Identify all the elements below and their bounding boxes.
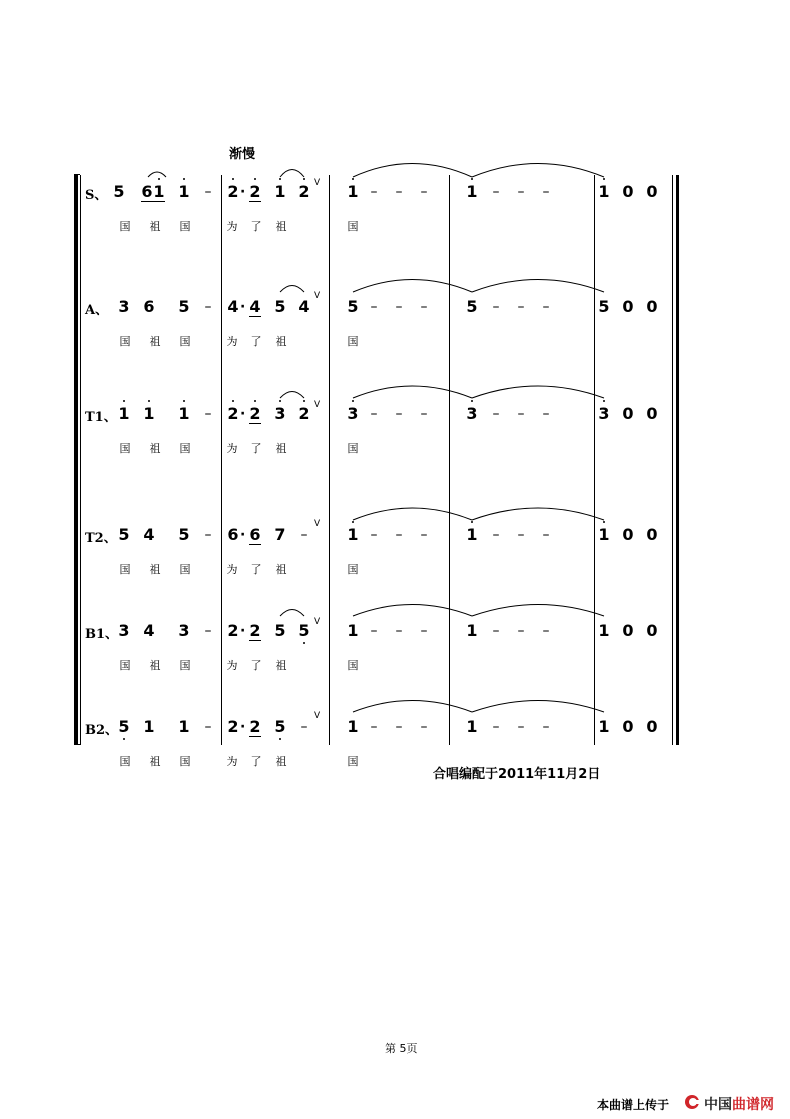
lyric: 祖 bbox=[149, 442, 161, 455]
dash: – bbox=[517, 299, 525, 315]
note: 2 bbox=[227, 621, 239, 640]
dash: – bbox=[517, 406, 525, 422]
dash: – bbox=[370, 406, 378, 422]
note: 5 bbox=[598, 297, 610, 316]
dash: – bbox=[492, 527, 500, 543]
lyric: 国 bbox=[179, 563, 191, 576]
note: 1 bbox=[347, 621, 359, 640]
lyric: 祖 bbox=[149, 220, 161, 233]
note: 3 bbox=[118, 621, 130, 640]
lyric: 国 bbox=[119, 659, 131, 672]
dash: – bbox=[370, 184, 378, 200]
dash: – bbox=[492, 299, 500, 315]
note: 6 bbox=[249, 525, 261, 544]
tie-s-2 bbox=[472, 164, 604, 178]
dash: – bbox=[492, 406, 500, 422]
rest: 0 bbox=[646, 182, 658, 201]
note: 4 bbox=[227, 297, 239, 316]
note: 1 bbox=[178, 182, 190, 201]
note: 2 bbox=[249, 621, 261, 640]
note: 1 bbox=[466, 717, 478, 736]
tie-a-1 bbox=[353, 280, 472, 293]
lyric: 国 bbox=[119, 755, 131, 768]
dash: – bbox=[542, 184, 550, 200]
augmentation-dot: · bbox=[240, 299, 246, 315]
lyric: 祖 bbox=[275, 335, 287, 348]
tie-b1-1 bbox=[353, 605, 472, 617]
lyric: 国 bbox=[347, 659, 359, 672]
lyric: 为 bbox=[226, 442, 238, 455]
dash: – bbox=[542, 623, 550, 639]
logo-text-a: 中国 bbox=[704, 1097, 732, 1113]
dash: – bbox=[395, 623, 403, 639]
lyric: 国 bbox=[179, 442, 191, 455]
page-number: 第 5页 bbox=[385, 1042, 418, 1055]
lyric: 了 bbox=[250, 442, 262, 455]
part-label: T2、 bbox=[85, 531, 117, 546]
tie-s-1 bbox=[353, 164, 472, 178]
dash: – bbox=[204, 299, 212, 315]
tie-t2-2 bbox=[472, 508, 604, 520]
lyric: 祖 bbox=[149, 659, 161, 672]
lyric: 国 bbox=[119, 442, 131, 455]
part-label: B1、 bbox=[85, 627, 119, 642]
lyric: 为 bbox=[226, 659, 238, 672]
rest: 0 bbox=[646, 297, 658, 316]
note: 3 bbox=[118, 297, 130, 316]
dash: – bbox=[395, 719, 403, 735]
note: 6 bbox=[143, 297, 155, 316]
lyric: 了 bbox=[250, 335, 262, 348]
dash: – bbox=[395, 299, 403, 315]
dash: – bbox=[492, 184, 500, 200]
lyric: 国 bbox=[179, 659, 191, 672]
slur-b1-1 bbox=[280, 610, 304, 617]
breath-mark: V bbox=[314, 711, 321, 721]
dash: – bbox=[370, 527, 378, 543]
rest: 0 bbox=[622, 717, 634, 736]
rest: 0 bbox=[622, 182, 634, 201]
tie-b2-2 bbox=[472, 701, 604, 713]
lyric: 了 bbox=[250, 563, 262, 576]
dash: – bbox=[204, 527, 212, 543]
dash: – bbox=[300, 719, 308, 735]
lyric: 国 bbox=[119, 563, 131, 576]
lyric: 祖 bbox=[275, 220, 287, 233]
qupu-logo-icon bbox=[684, 1094, 700, 1110]
tie-t2-1 bbox=[353, 508, 472, 520]
note: 1 bbox=[347, 182, 359, 201]
note: 2 bbox=[249, 717, 261, 736]
slur-s-2 bbox=[280, 170, 304, 178]
tie-t1-2 bbox=[472, 386, 604, 398]
rest: 0 bbox=[622, 525, 634, 544]
part-label: B2、 bbox=[85, 723, 119, 738]
lyric: 国 bbox=[119, 220, 131, 233]
logo-text-b: 曲谱网 bbox=[732, 1097, 774, 1113]
part-label: S、 bbox=[85, 188, 108, 203]
lyric: 祖 bbox=[275, 755, 287, 768]
tie-a-2 bbox=[472, 280, 604, 293]
dash: – bbox=[204, 184, 212, 200]
augmentation-dot: · bbox=[240, 719, 246, 735]
dash: – bbox=[492, 623, 500, 639]
note: 1 bbox=[347, 717, 359, 736]
note: 3 bbox=[598, 404, 610, 423]
note: 4 bbox=[298, 297, 310, 316]
note: 1 bbox=[347, 525, 359, 544]
tie-b1-2 bbox=[472, 605, 604, 617]
lyric: 祖 bbox=[149, 755, 161, 768]
upload-source-text: 本曲谱上传于 bbox=[597, 1098, 670, 1112]
lyric: 祖 bbox=[149, 335, 161, 348]
dash: – bbox=[204, 719, 212, 735]
tempo-marking: 渐慢 bbox=[229, 147, 256, 162]
note: 1 bbox=[143, 717, 155, 736]
note: 3 bbox=[466, 404, 478, 423]
breath-mark: V bbox=[314, 617, 321, 627]
note: 5 bbox=[178, 525, 190, 544]
note: 2 bbox=[249, 182, 261, 201]
note: 1 bbox=[118, 404, 130, 423]
note: 5 bbox=[274, 621, 286, 640]
slur-a-1 bbox=[280, 286, 304, 293]
augmentation-dot: · bbox=[240, 623, 246, 639]
note: 5 bbox=[347, 297, 359, 316]
lyric: 了 bbox=[250, 755, 262, 768]
lyric: 为 bbox=[226, 755, 238, 768]
lyric: 祖 bbox=[275, 659, 287, 672]
note: 6 bbox=[227, 525, 239, 544]
note: 2 bbox=[227, 717, 239, 736]
tie-b2-1 bbox=[353, 701, 472, 713]
dash: – bbox=[517, 719, 525, 735]
rest: 0 bbox=[622, 297, 634, 316]
note: 1 bbox=[153, 182, 165, 201]
lyric: 国 bbox=[347, 442, 359, 455]
slur-s-1 bbox=[148, 172, 166, 177]
lyric: 为 bbox=[226, 563, 238, 576]
note: 3 bbox=[274, 404, 286, 423]
dash: – bbox=[542, 719, 550, 735]
dash: – bbox=[517, 527, 525, 543]
rest: 0 bbox=[646, 621, 658, 640]
rest: 0 bbox=[646, 525, 658, 544]
note: 5 bbox=[466, 297, 478, 316]
lyric: 祖 bbox=[149, 563, 161, 576]
site-logo[interactable] bbox=[704, 1094, 774, 1114]
dash: – bbox=[420, 184, 428, 200]
dash: – bbox=[492, 719, 500, 735]
rest: 0 bbox=[646, 404, 658, 423]
dash: – bbox=[204, 406, 212, 422]
note: 4 bbox=[143, 525, 155, 544]
dash: – bbox=[300, 527, 308, 543]
breath-mark: V bbox=[314, 400, 321, 410]
augmentation-dot: · bbox=[240, 406, 246, 422]
breath-mark: V bbox=[314, 178, 321, 188]
augmentation-dot: · bbox=[240, 527, 246, 543]
note: 5 bbox=[118, 717, 130, 736]
note: 5 bbox=[178, 297, 190, 316]
note: 3 bbox=[178, 621, 190, 640]
note: 1 bbox=[178, 717, 190, 736]
note: 5 bbox=[274, 297, 286, 316]
note: 1 bbox=[143, 404, 155, 423]
lyric: 国 bbox=[179, 220, 191, 233]
note: 5 bbox=[113, 182, 125, 201]
note: 4 bbox=[249, 297, 261, 316]
lyric: 国 bbox=[347, 220, 359, 233]
dash: – bbox=[370, 719, 378, 735]
dash: – bbox=[395, 406, 403, 422]
lyric: 祖 bbox=[275, 563, 287, 576]
note: 4 bbox=[143, 621, 155, 640]
note: 1 bbox=[598, 621, 610, 640]
note: 1 bbox=[466, 525, 478, 544]
dash: – bbox=[370, 623, 378, 639]
dash: – bbox=[420, 406, 428, 422]
dash: – bbox=[395, 527, 403, 543]
note: 1 bbox=[598, 717, 610, 736]
note: 2 bbox=[298, 404, 310, 423]
note: 2 bbox=[298, 182, 310, 201]
lyric: 为 bbox=[226, 220, 238, 233]
rest: 0 bbox=[622, 621, 634, 640]
dash: – bbox=[204, 623, 212, 639]
lyric: 祖 bbox=[275, 442, 287, 455]
note: 1 bbox=[598, 525, 610, 544]
note: 1 bbox=[466, 621, 478, 640]
note: 7 bbox=[274, 525, 286, 544]
lyric: 国 bbox=[179, 755, 191, 768]
lyric: 为 bbox=[226, 335, 238, 348]
augmentation-dot: · bbox=[240, 184, 246, 200]
note: 5 bbox=[298, 621, 310, 640]
note: 1 bbox=[178, 404, 190, 423]
note: 5 bbox=[118, 525, 130, 544]
dash: – bbox=[542, 406, 550, 422]
dash: – bbox=[542, 527, 550, 543]
dash: – bbox=[517, 184, 525, 200]
lyric: 国 bbox=[179, 335, 191, 348]
dash: – bbox=[370, 299, 378, 315]
rest: 0 bbox=[646, 717, 658, 736]
breath-mark: V bbox=[314, 519, 321, 529]
lyric: 国 bbox=[347, 563, 359, 576]
rest: 0 bbox=[622, 404, 634, 423]
dash: – bbox=[517, 623, 525, 639]
note: 1 bbox=[466, 182, 478, 201]
lyric: 国 bbox=[119, 335, 131, 348]
lyric: 国 bbox=[347, 335, 359, 348]
part-label: T1、 bbox=[85, 410, 117, 425]
arrangement-date-note: 合唱编配于2011年11月2日 bbox=[433, 767, 601, 782]
lyric: 国 bbox=[347, 755, 359, 768]
lyric: 了 bbox=[250, 659, 262, 672]
part-label: A、 bbox=[85, 303, 109, 318]
slur-t1-1 bbox=[280, 392, 304, 399]
breath-mark: V bbox=[314, 291, 321, 301]
note: 5 bbox=[274, 717, 286, 736]
note: 1 bbox=[274, 182, 286, 201]
dash: – bbox=[420, 623, 428, 639]
dash: – bbox=[395, 184, 403, 200]
dash: – bbox=[420, 527, 428, 543]
dash: – bbox=[542, 299, 550, 315]
note: 3 bbox=[347, 404, 359, 423]
note: 2 bbox=[227, 404, 239, 423]
lyric: 了 bbox=[250, 220, 262, 233]
note: 6 bbox=[141, 182, 153, 201]
note: 2 bbox=[227, 182, 239, 201]
dash: – bbox=[420, 299, 428, 315]
note: 1 bbox=[598, 182, 610, 201]
tie-t1-1 bbox=[353, 386, 472, 398]
dash: – bbox=[420, 719, 428, 735]
note: 2 bbox=[249, 404, 261, 423]
